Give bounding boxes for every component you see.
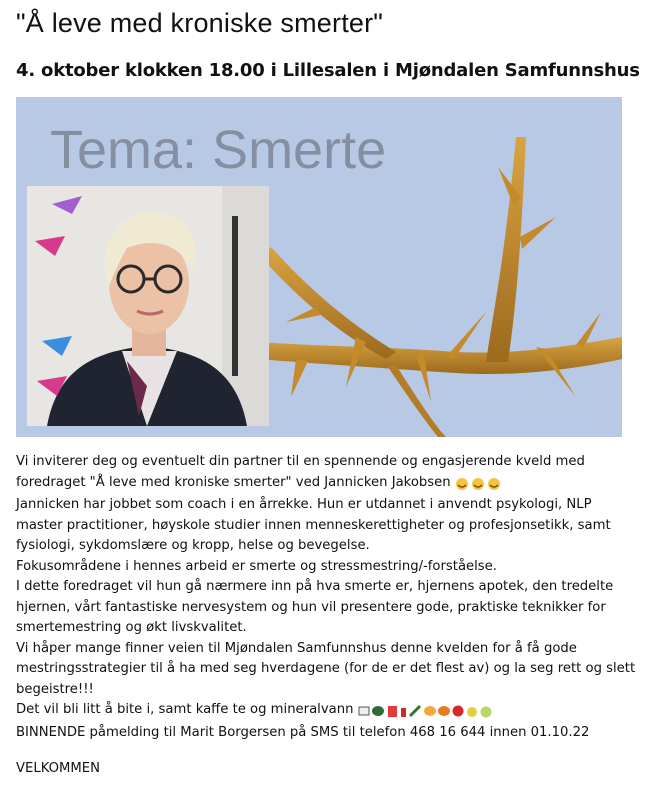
hero-overlay-text: Tema: Smerte bbox=[50, 120, 387, 180]
smiling-faces-icons bbox=[455, 475, 503, 496]
food-and-drink-icons bbox=[358, 702, 496, 723]
speaker-portrait bbox=[27, 186, 269, 426]
paragraph-talk: I dette foredraget vil hun gå nærmere inn på hva smerte er, hjernens apotek, den tredelte hjernen, vårt fantastiske nervesystem og hun vil presentere gode, praktiske teknikker for smertemestring og økt livskvalitet. bbox=[16, 579, 614, 635]
paragraph-hope: Vi håper mange finner veien til Mjøndalen Samfunnshus denne kvelden for å få gode mestringsstrategier til å ha med seg hverdagene (for de er det flest av) og la seg rett og slett begeistre!!! bbox=[16, 640, 636, 697]
paragraph-registration: BINNENDE påmelding til Marit Borgersen på SMS til telefon 468 16 644 innen 01.10.22 bbox=[16, 724, 590, 740]
welcome-text: VELKOMMEN bbox=[16, 761, 100, 776]
event-description bbox=[16, 452, 636, 743]
event-subtitle: 4. oktober klokken 18.00 i Lillesalen i Mjøndalen Samfunnshus bbox=[16, 60, 640, 81]
paragraph-focus: Fokusområdene i hennes arbeid er smerte og stressmestring/-forståelse. bbox=[16, 558, 497, 574]
paragraph-background: Jannicken har jobbet som coach i en årrekke. Hun er utdannet i anvendt psykologi, NLP master practitioner, høyskole studier innen menneskerettigheter og profesjonsetikk, samt fysiologi, sykdomslære og kropp, helse og bevegelse. bbox=[16, 497, 611, 553]
hero-image bbox=[16, 97, 622, 437]
speaker-photo bbox=[27, 186, 269, 426]
paragraph-refreshments: Det vil bli litt å bite i, samt kaffe te og mineralvann bbox=[16, 700, 636, 723]
paragraph-invitation: Vi inviterer deg og eventuelt din partner til en spennende og engasjerende kveld med foredraget "Å leve med kroniske smerter" ved Jannicken Jakobsen bbox=[16, 452, 636, 495]
page-title: "Å leve med kroniske smerter" bbox=[16, 8, 384, 38]
